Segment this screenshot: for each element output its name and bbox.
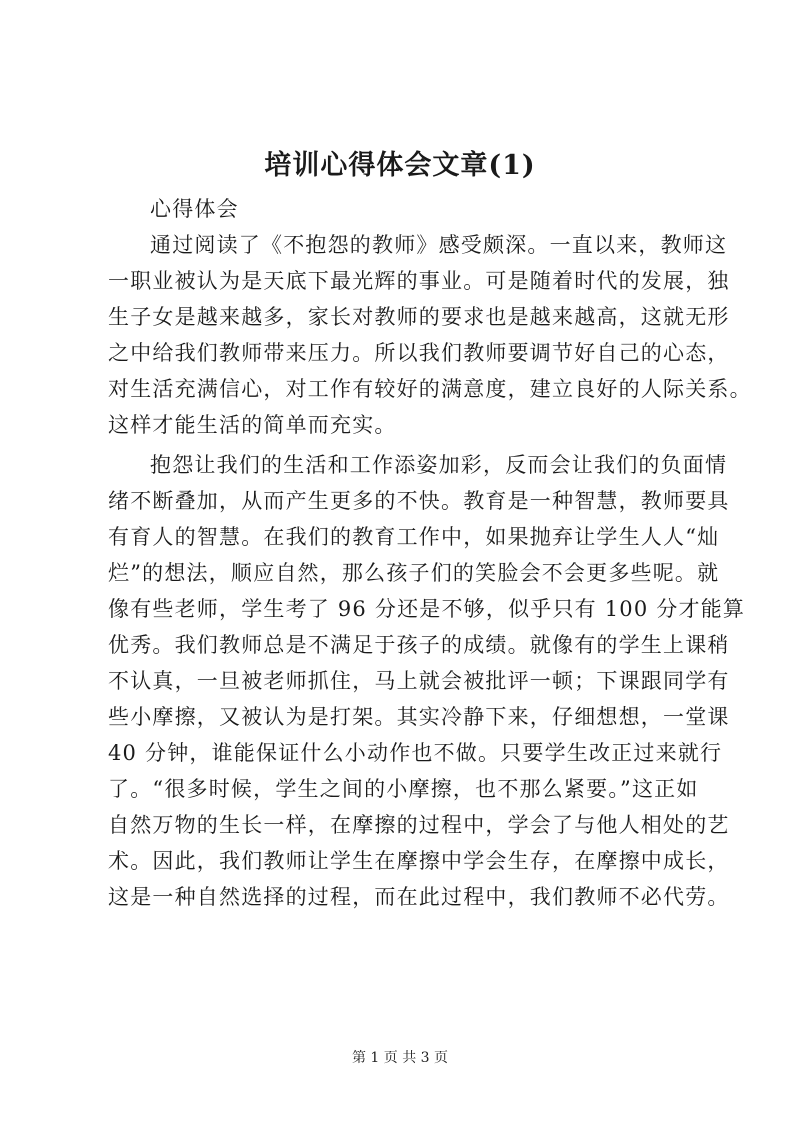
paragraph-2-line: 些小摩擦，又被认为是打架。其实冷静下来，仔细想想，一堂课 bbox=[108, 705, 730, 729]
paragraph-2-line: 了。“很多时候，学生之间的小摩擦，也不那么紧要。”这正如 bbox=[108, 777, 699, 801]
paragraph-2-line: 绪不断叠加，从而产生更多的不快。教育是一种智慧，教师要具 bbox=[108, 489, 730, 513]
paragraph-2-line: 自然万物的生长一样，在摩擦的过程中，学会了与他人相处的艺 bbox=[108, 813, 730, 837]
paragraph-1-line: 之中给我们教师带来压力。所以我们教师要调节好自己的心态， bbox=[108, 341, 730, 365]
document-body bbox=[108, 191, 752, 915]
paragraph-2-line: 不认真，一旦被老师抓住，马上就会被批评一顿；下课跟同学有 bbox=[108, 669, 730, 693]
document-title: 培训心得体会文章(1) bbox=[264, 150, 536, 181]
paragraph-1-line: 一职业被认为是天底下最光辉的事业。可是随着时代的发展，独 bbox=[108, 269, 730, 293]
paragraph-2-line: 像有些老师，学生考了 96 分还是不够，似乎只有 100 分才能算 bbox=[108, 597, 746, 621]
paragraph-1 bbox=[108, 227, 752, 443]
paragraph-2-line: 优秀。我们教师总是不满足于孩子的成绩。就像有的学生上课稍 bbox=[108, 633, 730, 657]
paragraph-2-line: 有育人的智慧。在我们的教育工作中，如果抛弃让学生人人“灿 bbox=[108, 525, 720, 549]
paragraph-1-line: 通过阅读了《不抱怨的教师》感受颇深。一直以来，教师这 bbox=[150, 233, 728, 257]
paragraph-2-line: 40 分钟，谁能保证什么小动作也不做。只要学生改正过来就行 bbox=[108, 741, 723, 765]
paragraph-2-line: 术。因此，我们教师让学生在摩擦中学会生存，在摩擦中成长， bbox=[108, 849, 730, 873]
paragraph-2-line: 烂”的想法，顺应自然，那么孩子们的笑脸会不会更多些呢。就 bbox=[108, 561, 720, 585]
paragraph-2-line: 抱怨让我们的生活和工作添姿加彩，反而会让我们的负面情 bbox=[150, 453, 728, 477]
paragraph-1-line: 对生活充满信心，对工作有较好的满意度，建立良好的人际关系。 bbox=[108, 377, 752, 401]
section-heading: 心得体会 bbox=[150, 197, 239, 221]
paragraph-1-line: 这样才能生活的简单而充实。 bbox=[108, 413, 397, 437]
paragraph-2 bbox=[108, 447, 746, 915]
paragraph-2-line: 这是一种自然选择的过程，而在此过程中，我们教师不必代劳。 bbox=[108, 885, 730, 909]
paragraph-1-line: 生子女是越来越多，家长对教师的要求也是越来越高，这就无形 bbox=[108, 305, 730, 329]
page-footer: 第 1 页 共 3 页 bbox=[351, 1050, 449, 1066]
